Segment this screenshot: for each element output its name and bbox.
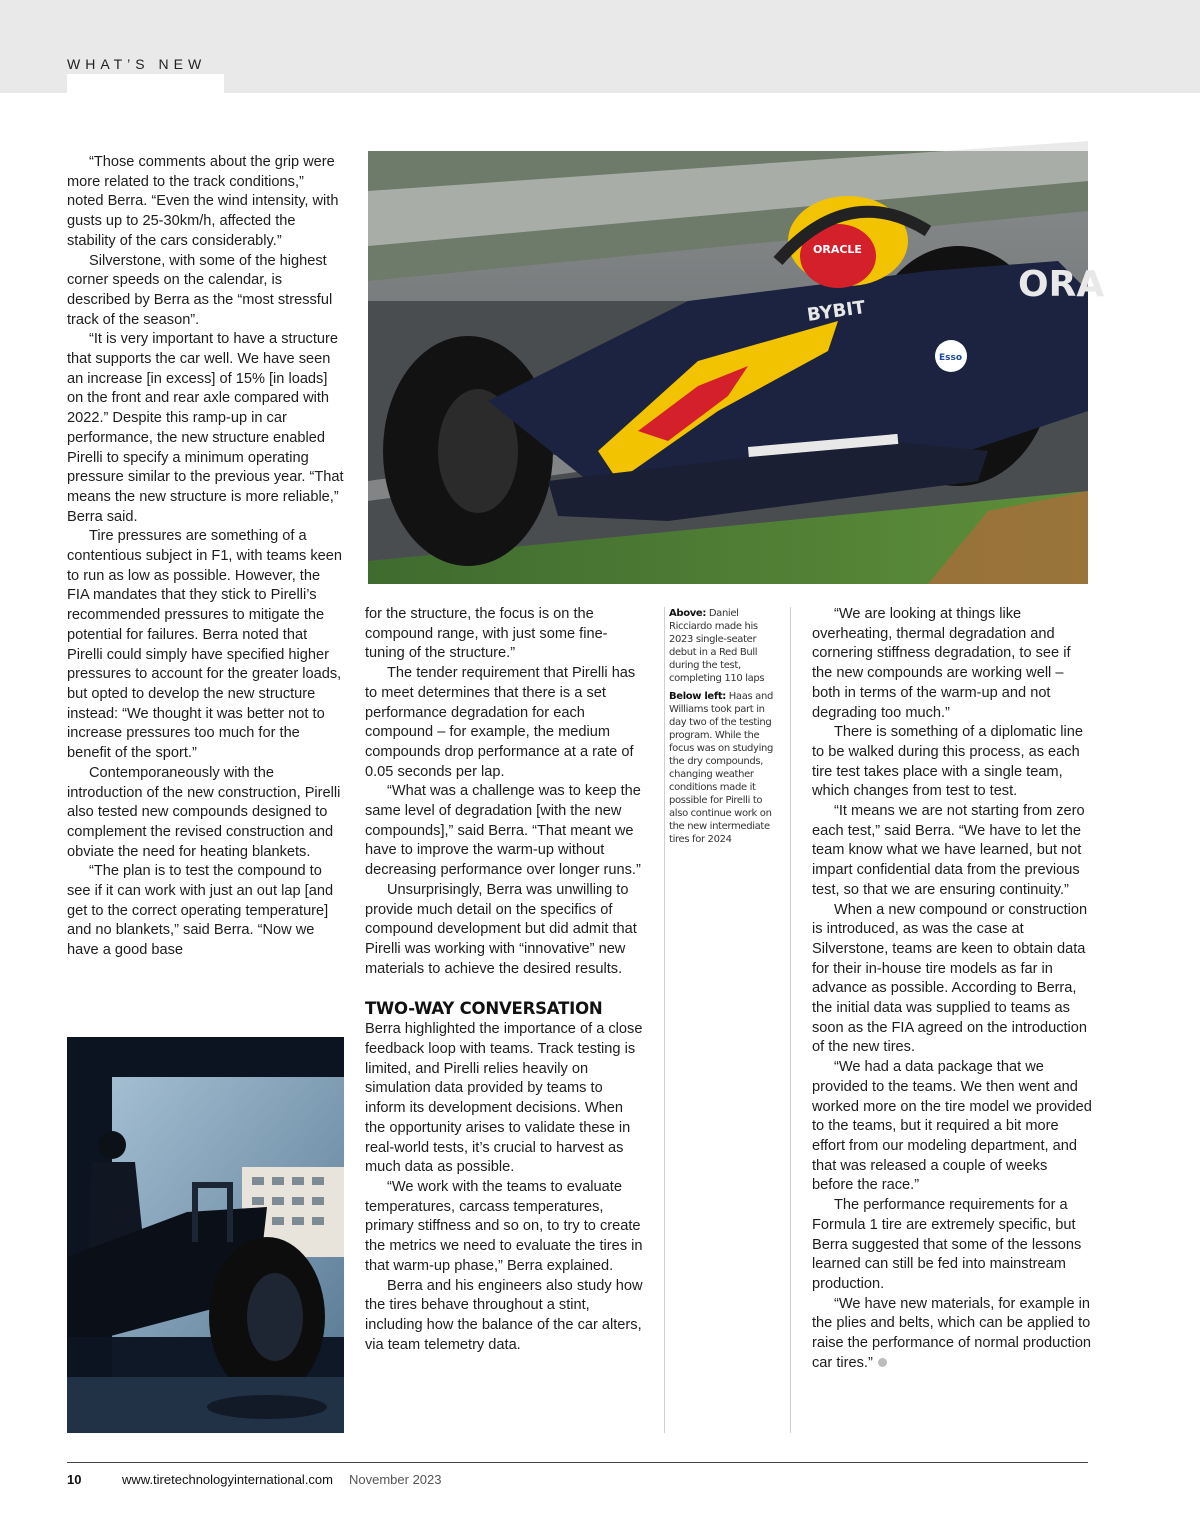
paragraph: Tire pressures are something of a contentious subject in F1, with teams keen to run as low as possible. However, the FIA mandates that they stick to Pirelli’s recommended pressures to mitigate the potential for failures. Berra noted that Pirelli could simply have specified higher pressures to account for the greater loads, but opted to develop the new structure instead: “We thought it was better not to increase pressures too much for the benefit of the sport.” <box>67 528 342 762</box>
caption-label: Above: <box>669 608 706 619</box>
paragraph: “Those comments about the grip were more related to the track conditions,” noted Berra. “Even the wind intensity, with gusts up to 25-30km/h, affected the stability of the cars considerably.” <box>67 154 339 249</box>
article-column-2 <box>365 605 645 1355</box>
caption-label: Below left: <box>669 691 726 702</box>
footer-date: November 2023 <box>349 1472 442 1487</box>
paragraph: The tender requirement that Pirelli has to meet determines that there is a set performance degradation for each compound – for example, the medium compounds drop performance at a rate of 0.05 seconds per lap. <box>365 665 636 780</box>
paragraph: “It is very important to have a structure that supports the car well. We have seen an increase [in excess] of 15% [in loads] on the front and rear axle compared with 2022.” Despite this ramp-up in car performance, the new structure enabled Pirelli to specify a minimum operating pressure similar to the previous year. “That means the new structure is more reliable,” Berra said. <box>67 331 344 525</box>
oracle-logo-text: ORACLE <box>813 243 862 256</box>
subheading: TWO-WAY CONVERSATION <box>365 999 603 1019</box>
paragraph: Contemporaneously with the introduction of the new construction, Pirelli also tested new compounds designed to complement the revised construction and obviate the need for heating blankets. <box>67 764 341 860</box>
caption-above <box>669 607 779 685</box>
paragraph: The performance requirements for a Formula 1 tire are extremely specific, but Berra suggested that some of the lessons learned can still be fed into mainstream production. <box>812 1197 1082 1292</box>
pit-garage-illustration <box>67 1037 344 1433</box>
end-mark-icon <box>878 1358 887 1367</box>
paragraph: for the structure, the focus is on the compound range, with just some fine-tuning of the structure.” <box>365 606 608 662</box>
column-divider <box>664 607 665 1433</box>
header-tab <box>67 74 224 93</box>
bybit-logo-text: BYBIT <box>805 297 867 326</box>
paragraph: “We work with the teams to evaluate temperatures, carcass temperatures, primary stiffness and so on, to try to create the metrics we need to evaluate the tires in that warm-up phase,” Berra explained. <box>365 1178 643 1274</box>
footer-url: www.tiretechnologyinternational.com <box>122 1472 333 1487</box>
column-divider <box>790 607 791 1433</box>
caption-below-left <box>669 690 779 846</box>
caption-text: Haas and Williams took part in day two of the testing program. While the focus was on studying the dry compounds, changing weather conditions made it possible for Pirelli to also continue work on the new intermediate tires for 2024 <box>669 691 774 845</box>
pit-garage-photo <box>67 1037 344 1433</box>
paragraph: “The plan is to test the compound to see if it can work with just an out lap [and get to the correct operating temperature] and no blankets,” said Berra. “Now we have a good base <box>67 863 334 959</box>
paragraph: “What was a challenge was to keep the same level of degradation [with the new compounds],” said Berra. “That meant we have to improve the warm-up without decreasing performance over longer runs.” <box>365 783 641 879</box>
page-number: 10 <box>67 1472 82 1487</box>
paragraph: There is something of a diplomatic line to be walked during this process, as each tire test takes place with a single team, which changes from test to test. <box>812 724 1084 800</box>
paragraph: Berra and his engineers also study how the tires behave throughout a stint, including how the balance of the car alters, via team telemetry data. <box>365 1277 643 1353</box>
paragraph: “We had a data package that we provided to the teams. We then went and worked more on the tire model we provided to the teams, but it required a bit more effort from our modeling department, and that was released a couple of weeks before the race.” <box>812 1059 1092 1194</box>
oracle-sidepod-text: ORA <box>1018 264 1105 305</box>
paragraph: “It means we are not starting from zero each test,” said Berra. “We have to let the team know what we have learned, but not impart confidential data from the previous test, so that we are ensuring continuity.” <box>812 803 1085 898</box>
section-label: WHAT’S NEW <box>67 56 207 72</box>
footer-rule <box>67 1462 1088 1463</box>
paragraph-text: “We have new materials, for example in the plies and belts, which can be applied to raise the performance of normal production car tires.” <box>812 1295 1092 1371</box>
red-bull-car-illustration <box>368 151 1105 584</box>
paragraph: Berra highlighted the importance of a close feedback loop with teams. Track testing is limited, and Pirelli relies heavily on simulation data provided by teams to inform its development decisions. When the opportunity arises to validate these in real-world tests, it’s crucial to harvest as much data as possible. <box>365 1021 643 1176</box>
paragraph: When a new compound or construction is introduced, as was the case at Silverstone, teams are keen to obtain data for their in-house tire models as far in advance as possible. According to Berra, the initial data was supplied to teams as soon as the FIA agreed on the introduction of the new tires. <box>812 901 1088 1056</box>
paragraph: Silverstone, with some of the highest corner speeds on the calendar, is described by Berra as the “most stressful track of the season”. <box>67 252 333 328</box>
paragraph <box>812 1295 1092 1374</box>
red-bull-car-photo <box>368 151 1105 584</box>
paragraph: “We are looking at things like overheating, thermal degradation and cornering stiffness degradation, to see if the new compounds are working well – both in terms of the warm-up and not degrading too much.” <box>812 606 1071 721</box>
article-column-4 <box>812 605 1092 1373</box>
photo-captions <box>669 607 779 851</box>
esso-logo-text: Esso <box>939 353 963 363</box>
paragraph: Unsurprisingly, Berra was unwilling to provide much detail on the specifics of compound development but did admit that Pirelli was working with “innovative” new materials to achieve the desired results. <box>365 881 637 977</box>
article-column-1 <box>67 153 344 961</box>
caption-text: Daniel Ricciardo made his 2023 single-seater debut in a Red Bull during the test, completing 110 laps <box>669 608 765 684</box>
